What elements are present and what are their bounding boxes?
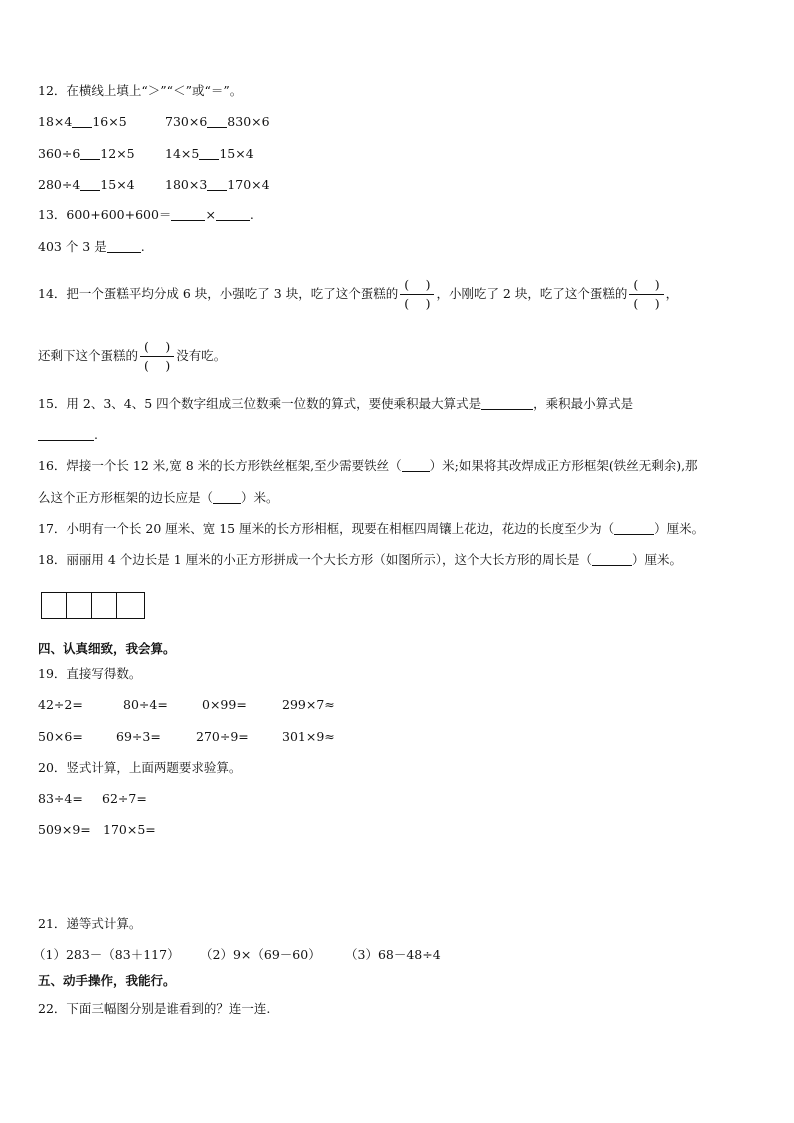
calc-item: 0×99=	[202, 697, 247, 712]
period: .	[249, 207, 254, 222]
q12-item	[165, 113, 270, 131]
answer-blank[interactable]	[207, 177, 227, 191]
calc-item: 83÷4=	[38, 791, 83, 806]
q12-right: 16×5	[92, 114, 127, 129]
q15-line1	[38, 395, 633, 413]
q15-line2	[38, 426, 98, 444]
square-cell	[42, 593, 67, 618]
answer-blank[interactable]	[216, 207, 250, 221]
q12-right: 12×5	[100, 146, 135, 161]
calc-item: 50×6=	[38, 729, 83, 744]
fraction-blank[interactable]	[629, 276, 663, 313]
q12-left: 18×4	[38, 114, 73, 129]
q12-left: 14×5	[165, 146, 200, 161]
q12-item	[165, 176, 270, 194]
q20-title: 20．竖式计算，上面两题要求验算。	[38, 760, 242, 775]
period: .	[140, 239, 145, 254]
answer-blank[interactable]	[213, 490, 241, 504]
q12-left: 280÷4	[38, 177, 81, 192]
answer-blank[interactable]	[80, 146, 100, 160]
calc-item: （2）9×（69－60）	[200, 947, 321, 962]
q22-title: 22．下面三幅图分别是谁看到的？连一连.	[38, 1001, 271, 1016]
square-cell	[92, 593, 117, 618]
q12-left: 730×6	[165, 114, 208, 129]
q16-text: 么这个正方形框架的边长应是（	[38, 490, 214, 505]
q14-text: ，小刚吃了 2 块，吃了这个蛋糕的	[436, 286, 628, 301]
calc-item: 301×9≈	[282, 729, 335, 744]
q21-title: 21．递等式计算。	[38, 916, 142, 931]
q13-line1	[38, 206, 254, 224]
square-cell	[67, 593, 92, 618]
calc-item: （3）68－48÷4	[345, 947, 441, 962]
q18-text: 18．丽丽用 4 个边长是 1 厘米的小正方形拼成一个大长方形（如图所示），这个大长方形的周长是（	[38, 552, 592, 567]
answer-blank[interactable]	[199, 146, 219, 160]
calc-item: （1）283－（83＋117）	[33, 947, 180, 962]
q12-item	[38, 145, 135, 163]
answer-blank[interactable]	[107, 239, 141, 253]
answer-blank[interactable]	[481, 396, 533, 410]
answer-blank[interactable]	[592, 552, 632, 566]
q17-text: ）厘米。	[654, 521, 705, 536]
answer-blank[interactable]	[171, 207, 205, 221]
q12-item	[38, 113, 127, 131]
fraction-numerator: ( )	[629, 276, 663, 295]
answer-blank[interactable]	[402, 458, 430, 472]
section-heading: 四、认真细致，我会算。	[38, 641, 176, 656]
answer-blank[interactable]	[80, 177, 100, 191]
q16-text: 16．焊接一个长 12 米,宽 8 米的长方形铁丝框架,至少需要铁丝（	[38, 458, 402, 473]
q12-right: 15×4	[100, 177, 135, 192]
q13-line2	[38, 238, 145, 256]
fraction-denominator: ( )	[633, 296, 660, 311]
q14-text: 14．把一个蛋糕平均分成 6 块，小强吃了 3 块，吃了这个蛋糕的	[38, 286, 399, 301]
fraction-blank[interactable]	[140, 338, 174, 375]
calc-item: 270÷9=	[196, 729, 249, 744]
four-squares-figure	[41, 592, 145, 619]
q18-line	[38, 551, 682, 569]
calc-item: 62÷7=	[102, 791, 147, 806]
calc-item: 42÷2=	[38, 697, 83, 712]
q17-text: 17．小明有一个长 20 厘米、宽 15 厘米的长方形相框，现要在相框四周镶上花边，花边的长度至少为（	[38, 521, 615, 536]
q13-text: 13．600+600+600＝	[38, 207, 172, 222]
q16-text: ）米;如果将其改焊成正方形框架(铁丝无剩余),那	[429, 458, 698, 473]
answer-blank[interactable]	[72, 114, 92, 128]
calc-item: 509×9=	[38, 822, 91, 837]
calc-item: 80÷4=	[123, 697, 168, 712]
calc-item: 69÷3=	[116, 729, 161, 744]
q17-line	[38, 520, 704, 538]
q16-text: ）米。	[241, 490, 279, 505]
q13-text: 403 个 3 是	[38, 239, 107, 254]
fraction-numerator: ( )	[400, 276, 434, 295]
section-heading: 五、动手操作，我能行。	[38, 973, 176, 988]
q12-right: 170×4	[227, 177, 270, 192]
times-sign: ×	[205, 207, 216, 222]
calc-item: 299×7≈	[282, 697, 335, 712]
square-cell	[117, 593, 144, 618]
q14-text: 还剩下这个蛋糕的	[38, 348, 139, 363]
fraction-denominator: ( )	[404, 296, 431, 311]
q12-left: 180×3	[165, 177, 208, 192]
fraction-denominator: ( )	[144, 358, 171, 373]
period: .	[94, 427, 98, 442]
q12-right: 15×4	[219, 146, 254, 161]
q12-left: 360÷6	[38, 146, 81, 161]
q12-right: 830×6	[227, 114, 270, 129]
q14-line2	[38, 338, 226, 375]
fraction-blank[interactable]	[400, 276, 434, 313]
q19-title: 19．直接写得数。	[38, 666, 142, 681]
q14-text: ，	[665, 286, 679, 301]
q15-text: ，乘积最小算式是	[533, 396, 634, 411]
answer-blank[interactable]	[207, 114, 227, 128]
q18-text: ）厘米。	[631, 552, 682, 567]
fraction-numerator: ( )	[140, 338, 174, 357]
calc-item: 170×5=	[103, 822, 156, 837]
q12-title: 12．在横线上填上“＞”“＜”或“＝”。	[38, 83, 243, 98]
q16-line1	[38, 457, 698, 475]
q14-text: 没有吃。	[176, 348, 227, 363]
q14-line1	[38, 276, 678, 313]
answer-blank[interactable]	[38, 427, 94, 441]
answer-blank[interactable]	[614, 521, 654, 535]
q12-item	[165, 145, 254, 163]
q12-item	[38, 176, 135, 194]
q15-text: 15．用 2、3、4、5 四个数字组成三位数乘一位数的算式，要使乘积最大算式是	[38, 396, 482, 411]
q16-line2	[38, 489, 279, 507]
